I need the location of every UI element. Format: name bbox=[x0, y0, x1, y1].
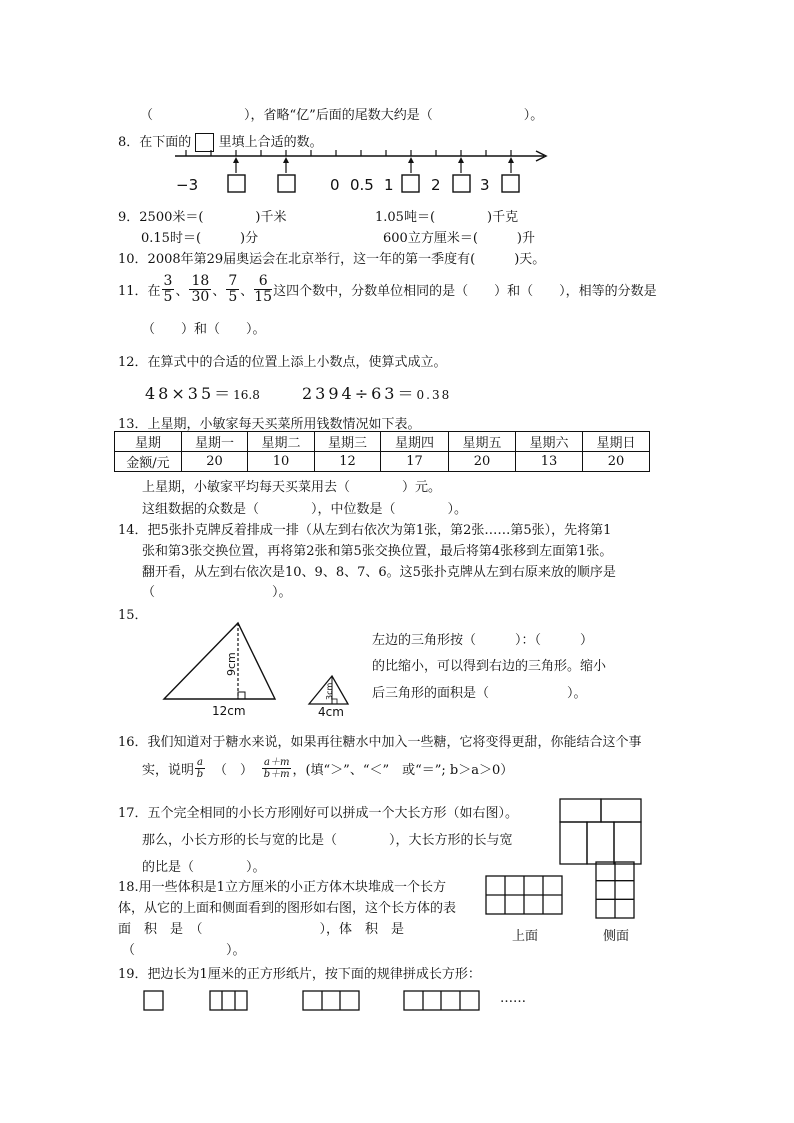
q11-text1: 这四个数中，分数单位相同的是（ ）和（ ），相等的分数是 bbox=[273, 284, 657, 299]
number-line-label: −3 bbox=[176, 176, 199, 194]
q9-b: 1.05吨＝( )千克 bbox=[375, 210, 519, 225]
number-line-label: 3 bbox=[480, 176, 490, 194]
fraction: $\frac{18}{30}$ bbox=[191, 273, 210, 305]
side-view-figure bbox=[594, 860, 636, 920]
q15-line1: 左边的三角形按（ ）：（ ） bbox=[372, 633, 594, 648]
table-header-cell: 星期 bbox=[115, 432, 182, 452]
q7-tail-text: （ ），省略“亿”后面的尾数大约是（ ）。 bbox=[140, 108, 544, 123]
small-triangle-height-label: 3cm bbox=[325, 682, 334, 700]
table-header-cell: 星期二 bbox=[248, 432, 315, 452]
table-header-cell: 星期四 bbox=[381, 432, 449, 452]
q8-suffix: 里填上合适的数。 bbox=[218, 135, 323, 150]
q15-line3: 后三角形的面积是（ ）。 bbox=[372, 686, 587, 701]
table-header-cell: 星期日 bbox=[583, 432, 650, 452]
q14-line2: 张和第3张交换位置，再将第2张和第5张交换位置，最后将第4张移到左面第1张。 bbox=[142, 544, 613, 559]
fraction: $\frac{6}{15}$ bbox=[254, 273, 273, 305]
number-line-label: 2 bbox=[431, 176, 441, 194]
top-view-label: 上面 bbox=[512, 929, 539, 944]
number-line-label: 1 bbox=[384, 176, 394, 194]
q17-line3: 的比是（ ）。 bbox=[142, 860, 266, 875]
table-cell: 20 bbox=[182, 452, 248, 472]
q9-d: 600立方厘米＝( )升 bbox=[383, 231, 535, 246]
q12-equation-2: 2394÷63＝0.38 bbox=[302, 384, 452, 403]
q16-line2: 实，说明 $\frac{a}{b}$ （ ） $\frac{a+m}{b+m}$ ，(填“＞”、“＜” 或“＝”; b＞a＞0） bbox=[142, 757, 514, 780]
fraction: $\frac{3}{5}$ bbox=[163, 273, 173, 305]
q14-line1: 14．把5张扑克牌反着排成一排（从左到右依次为第1张，第2张……第5张），先将第1 bbox=[118, 523, 612, 538]
side-view-label: 侧面 bbox=[603, 929, 630, 944]
big-triangle-height-label: 9cm bbox=[225, 652, 238, 676]
q8-prefix: 8．在下面的 bbox=[118, 135, 192, 150]
q18-line4: （ ）。 bbox=[122, 943, 246, 958]
q14-line3: 翻开看，从左到右依次是10、9、8、7、6。这5张扑克牌从左到右原来放的顺序是 bbox=[142, 565, 616, 580]
table-header-cell: 星期五 bbox=[449, 432, 516, 452]
q10-text: 10．2008年第29届奥运会在北京举行，这一年的第一季度有( )天。 bbox=[118, 252, 546, 267]
number-line-label: 0.5 bbox=[350, 176, 374, 194]
big-triangle-base-label: 12cm bbox=[212, 704, 246, 718]
q17-line1: 17．五个完全相同的小长方形刚好可以拼成一个大长方形（如右图）。 bbox=[118, 806, 519, 821]
q18-line1: 18.用一些体积是1立方厘米的小正方体木块堆成一个长方 bbox=[118, 880, 446, 895]
q18-line3: 面 积 是 （ ），体 积 是 bbox=[118, 922, 405, 937]
table-row bbox=[115, 432, 650, 452]
q14-line4: （ ）。 bbox=[142, 585, 292, 600]
q9-c: 0.15时＝( )分 bbox=[141, 231, 259, 246]
q13-title: 13．上星期，小敏家每天买菜所用钱数情况如下表。 bbox=[118, 417, 421, 432]
q12-equation-1: 48×35＝16.8 bbox=[145, 384, 260, 403]
big-rectangle-figure bbox=[558, 797, 644, 867]
q17-line2: 那么，小长方形的长与宽的比是（ ），大长方形的长与宽 bbox=[142, 833, 513, 848]
q19-line1: 19．把边长为1厘米的正方形纸片，按下面的规律拼成长方形： bbox=[118, 967, 481, 982]
q15-number: 15． bbox=[118, 608, 148, 623]
table-header-cell: 星期三 bbox=[315, 432, 381, 452]
top-view-figure bbox=[484, 874, 566, 918]
table-cell: 12 bbox=[315, 452, 381, 472]
q9-a: 9．2500米＝( )千米 bbox=[118, 210, 287, 225]
q11-prefix: 11．在 bbox=[118, 284, 161, 299]
table-cell: 20 bbox=[449, 452, 516, 472]
q13-line1: 上星期，小敏家平均每天买菜用去（ ）元。 bbox=[142, 480, 442, 495]
number-line-label: 0 bbox=[330, 176, 340, 194]
q18-line2: 体，从它的上面和侧面看到的图形如右图，这个长方体的表 bbox=[118, 901, 457, 916]
table-cell: 17 bbox=[381, 452, 449, 472]
table-row bbox=[115, 452, 650, 472]
q15-line2: 的比缩小，可以得到右边的三角形。缩小 bbox=[372, 659, 607, 674]
q11-line2: （ ）和（ ）。 bbox=[142, 322, 266, 337]
spending-table bbox=[114, 431, 650, 472]
q19-ellipsis: …… bbox=[500, 991, 526, 1006]
table-cell: 13 bbox=[516, 452, 583, 472]
table-header-cell: 星期六 bbox=[516, 432, 583, 452]
fraction: $\frac{a+m}{b+m}$ bbox=[263, 757, 290, 780]
q13-line2: 这组数据的众数是（ ），中位数是（ ）。 bbox=[142, 502, 468, 517]
small-triangle-base-label: 4cm bbox=[318, 705, 344, 719]
q16-line1: 16．我们知道对于糖水来说，如果再往糖水中加入一些糖，它将变得更甜，你能结合这个事 bbox=[118, 735, 642, 750]
table-cell: 金额/元 bbox=[115, 452, 182, 472]
table-cell: 20 bbox=[583, 452, 650, 472]
square-pattern-figure bbox=[140, 988, 540, 1012]
fraction: $\frac{a}{b}$ bbox=[196, 757, 204, 780]
q12-title: 12．在算式中的合适的位置上添上小数点，使算式成立。 bbox=[118, 355, 447, 370]
fraction: $\frac{7}{5}$ bbox=[228, 273, 238, 305]
q11-line1: 11．在 $\frac{3}{5}$ 、 $\frac{18}{30}$ 、 $\frac{7}{5}$ 、 $\frac{6}{15}$ 这四个数中，分数单位相同的是（ ）和（ ），相等的分数是 bbox=[118, 273, 657, 305]
table-header-cell: 星期一 bbox=[182, 432, 248, 452]
table-cell: 10 bbox=[248, 452, 315, 472]
